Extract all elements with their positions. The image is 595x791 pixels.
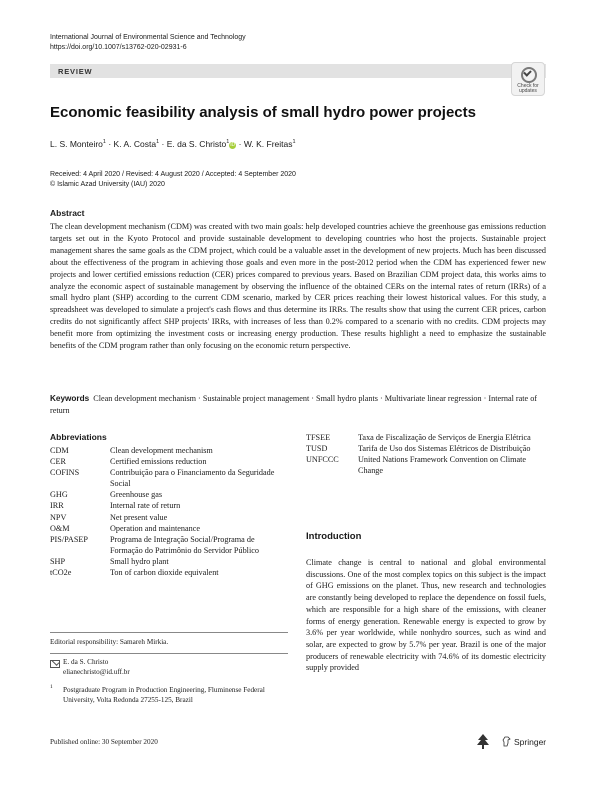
keywords-label: Keywords <box>50 394 90 403</box>
abbreviation-term: TFSEE <box>306 433 331 442</box>
abbreviation-definition: United Nations Framework Convention on Climate Change <box>358 455 527 476</box>
author-name[interactable]: K. A. Costa <box>113 139 157 149</box>
abbreviation-row <box>306 443 546 454</box>
abbreviation-row <box>50 523 288 534</box>
abbreviation-definition: Small hydro plant <box>110 556 169 566</box>
abbreviation-row <box>306 454 546 476</box>
journal-doi-link[interactable]: https://doi.org/10.1007/s13762-020-02931-6 <box>50 44 187 51</box>
abbreviation-definition: Greenhouse gas <box>110 490 163 500</box>
author-name[interactable]: W. K. Freitas <box>243 139 293 149</box>
abbreviation-definition: Taxa de Fiscalização de Serviços de Energia Elétrica <box>358 433 531 442</box>
abbreviation-row <box>50 489 288 500</box>
corresponding-email-link[interactable]: elianechristo@id.uff.br <box>63 667 130 676</box>
orcid-icon[interactable]: iD <box>230 142 236 148</box>
keywords <box>50 393 546 416</box>
abbreviation-row <box>50 534 288 556</box>
abbreviations-table-left <box>50 445 288 578</box>
abbreviation-definition: Net present value <box>110 512 168 522</box>
abbreviation-term: PIS/PASEP <box>50 534 88 544</box>
article-type-label: REVIEW <box>58 67 93 76</box>
abbreviation-term: GHG <box>50 490 68 500</box>
abbreviation-definition: Operation and maintenance <box>110 523 201 533</box>
abstract-text: The clean development mechanism (CDM) was created with two main goals: help developed countries achieve the greenhouse gas emissions reduction targets set out in the Kyoto Protocol and provide sustainable development to developing countries who host the projects. Sustainable project management shares the same goals as the CDM project, which could be a valuable asset in the development of new projects. Much has been discussed about the effectiveness of the program in achieving those goals and even more in the post-2012 period when the CDM has experienced fewer new projects and lower certified emissions reduction (CER) prices compared to previous years. Based on Brazilian CDM project data, this works aims to analyze the economic aspect of sustainable management by observing the influence of the obtained CERs on the internal rates of return (IRRs) of a small hydro plant (SHP) according to the current CDM scenario, marked by CER prices reaching their lowest historical values. For this study, a spreadsheet was developed to simulate a project's cash flows and thus determine its IRRs. The results show that using the current CER prices, carbon credits do not significantly affect SHP projects' IRRs, with increases of less than 0.2% compared to a scenario with no credits. CDM projects may benefit more from optimizing the investment costs or increasing energy production. These results highlight a need to emphasize the sustainable benefits of the CDM program rather than only focusing on the economic return perspective. <box>50 222 546 351</box>
abbreviation-row <box>50 567 288 578</box>
abbreviation-term: SHP <box>50 556 66 566</box>
author-list: L. S. Monteiro$^1$ · K. A. Costa$^1$ · E. da S. Christo$^1$iD · W. K. Freitas$^1$ <box>50 139 296 149</box>
affiliation: Postgraduate Program in Production Engineering, Fluminense Federal University, Volta Redonda 27255-125, Brazil <box>63 686 265 704</box>
affiliation-number: 1 <box>50 684 53 690</box>
abbreviation-row <box>50 500 288 511</box>
abbreviation-row <box>50 445 288 456</box>
abbreviation-term: NPV <box>50 512 67 522</box>
abbreviation-row <box>50 556 288 567</box>
footnote-divider <box>50 632 288 633</box>
abbreviation-term: TUSD <box>306 444 328 454</box>
abbreviation-definition: Ton of carbon dioxide equivalent <box>110 568 219 578</box>
abbreviation-term: tCO2e <box>50 568 72 578</box>
article-type-bar <box>50 64 546 78</box>
envelope-icon <box>50 660 60 668</box>
keywords-text: Clean development mechanism · Sustainable project management · Small hydro plants · Multivariate linear regression · Internal rate of return <box>50 394 538 415</box>
publisher-name: Springer <box>514 737 547 747</box>
copyright-line: © Islamic Azad University (IAU) 2020 <box>50 181 165 188</box>
corresponding-author <box>63 658 130 677</box>
article-title: Economic feasibility analysis of small hydro power projects <box>50 104 476 121</box>
abbreviation-definition: Internal rate of return <box>110 501 181 511</box>
introduction-text: Climate change is central to national and global environmental discussions. One of the most complex topics on this subject is the impact of GHG emissions on the planet. Thus, new research and technologies are constantly being developed to replace the dependence on fossil fuels, which are responsible for a high share of the emissions, with cleaner forms of energy generation. Renewable energy is expected to grow by 3.6% per year worldwide, while nonhydro sources, such as wind and solar, are expected to grow by 5.7% per year. Brazil is one of the major producers of renewable electricity with 74.6% of its domestic electricity supply provided <box>306 558 546 673</box>
abbreviations-heading: Abbreviations <box>50 432 107 442</box>
abbreviations-table-right <box>306 432 546 476</box>
abbreviation-term: IRR <box>50 501 64 511</box>
abbreviation-row <box>306 432 546 443</box>
journal-header <box>50 33 246 53</box>
author-name[interactable]: E. da S. Christo <box>166 139 227 149</box>
published-date: Published online: 30 September 2020 <box>50 738 158 746</box>
abbreviation-row <box>50 456 288 467</box>
abbreviation-row <box>50 467 288 489</box>
corresponding-name: E. da S. Christo <box>63 658 109 666</box>
abbreviation-definition: Certified emissions reduction <box>110 457 207 467</box>
check-for-updates-icon[interactable]: Check for updates <box>511 62 545 96</box>
section-heading-introduction: Introduction <box>306 531 362 542</box>
abbreviation-term: CER <box>50 457 66 467</box>
editorial-responsibility: Editorial responsibility: Samareh Mirkia. <box>50 638 169 646</box>
abbreviation-definition: Clean development mechanism <box>110 446 213 455</box>
abbreviation-term: O&M <box>50 523 70 533</box>
footnote-divider <box>50 653 288 654</box>
article-history: Received: 4 April 2020 / Revised: 4 August 2020 / Accepted: 4 September 2020 <box>50 171 296 178</box>
abbreviation-term: CDM <box>50 446 69 455</box>
abbreviation-term: COFINS <box>50 468 80 478</box>
author-name[interactable]: L. S. Monteiro <box>50 139 103 149</box>
springer-horse-icon <box>502 736 511 747</box>
abbreviation-definition: Contribuição para o Financiamento da Seguridade Social <box>110 468 275 489</box>
abbreviation-definition: Tarifa de Uso dos Sistemas Elétricos de Distribuição <box>358 444 531 454</box>
abbreviation-definition: Programa de Integração Social/Programa de Formação do Patrimônio do Servidor Público <box>110 534 259 555</box>
abbreviation-row <box>50 512 288 523</box>
abstract-heading: Abstract <box>50 208 85 218</box>
abbreviation-term: UNFCCC <box>306 455 339 465</box>
journal-name: International Journal of Environmental Science and Technology <box>50 34 246 41</box>
tree-logo-icon <box>476 733 490 749</box>
article-dates <box>50 170 296 190</box>
